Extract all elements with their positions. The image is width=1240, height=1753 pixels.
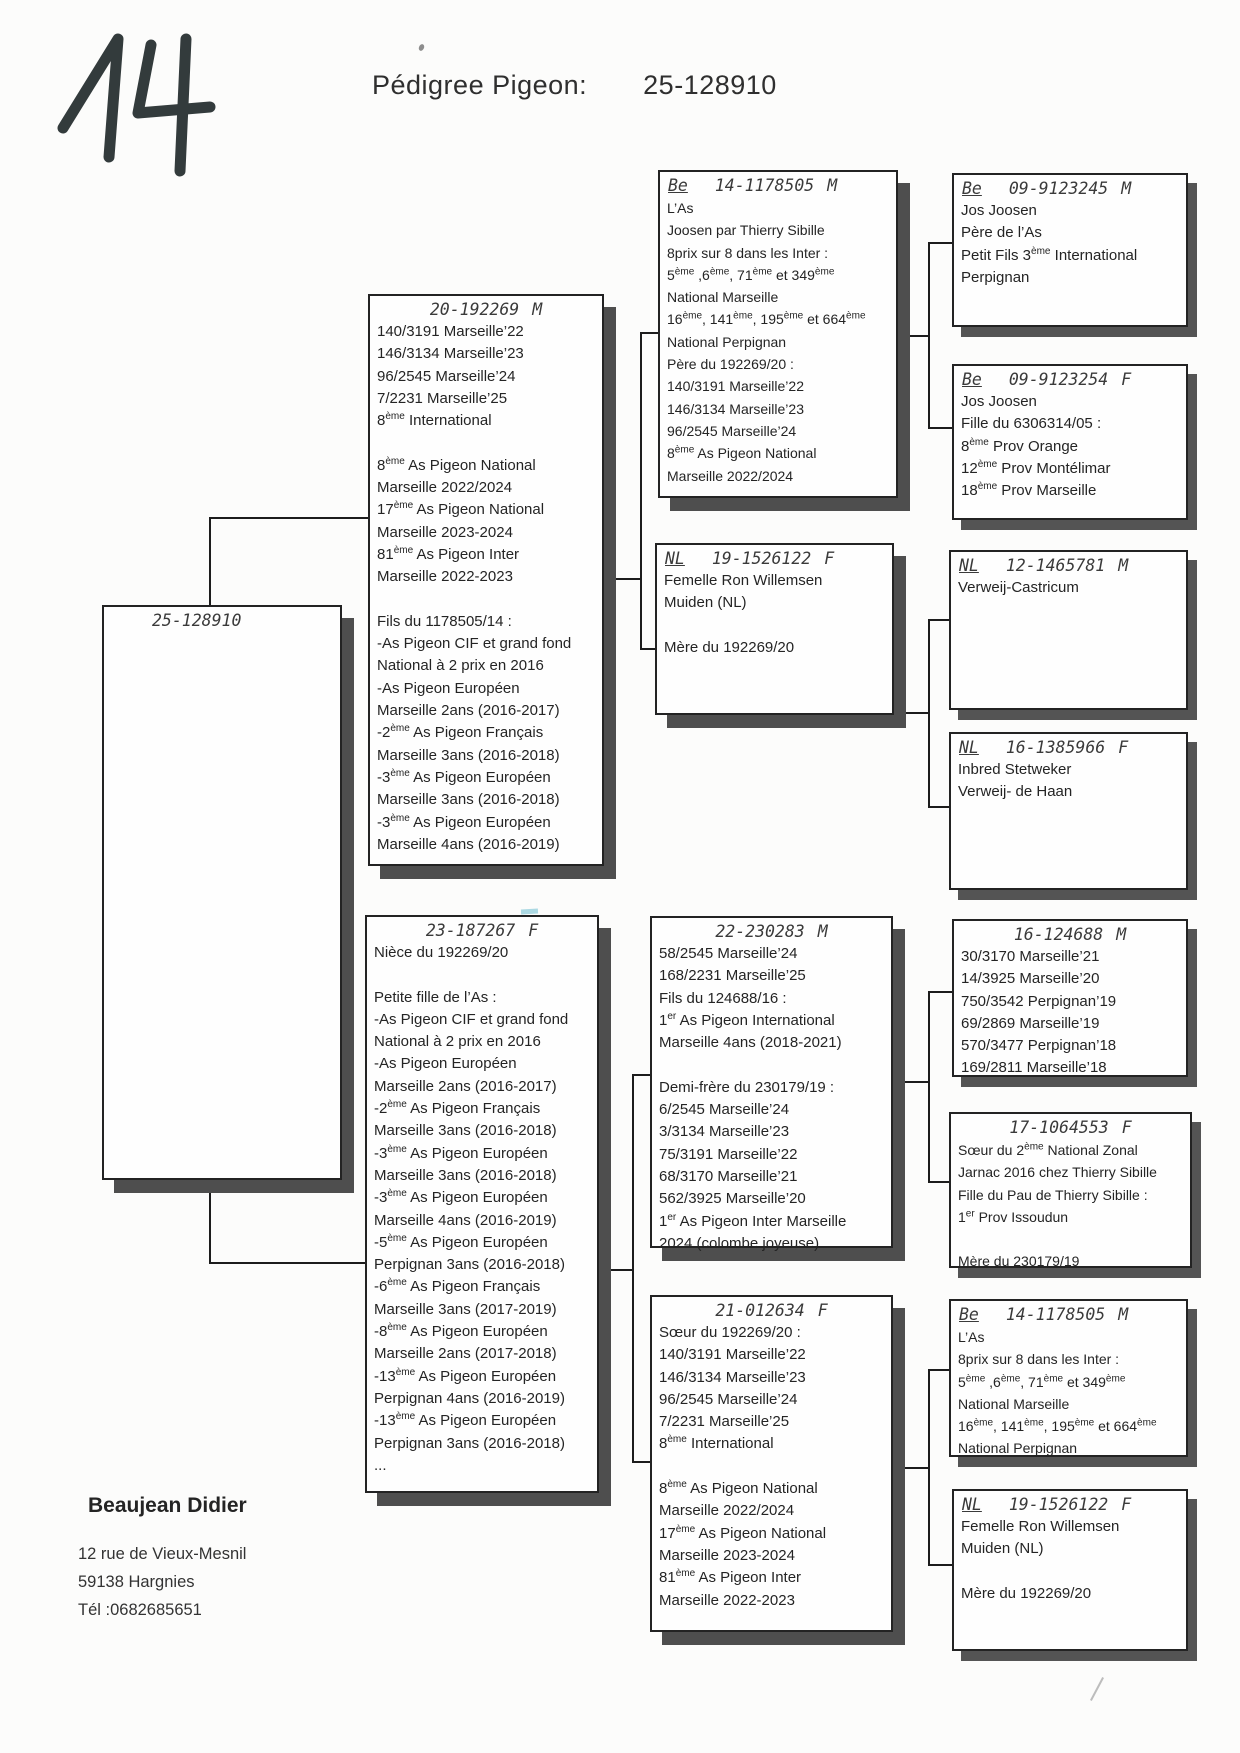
breeder-contact-block	[78, 1494, 247, 1620]
text-line	[664, 615, 885, 637]
box-text	[951, 758, 1186, 806]
box-text	[951, 1138, 1190, 1275]
text-line: Fils du 124688/16 :	[659, 989, 787, 1007]
text-line: 17ème As Pigeon National	[659, 1523, 827, 1542]
ring-header	[104, 607, 340, 631]
text-line: Marseille 3ans (2016-2018)	[377, 791, 560, 809]
text-line: 7/2231 Marseille’25	[659, 1413, 790, 1431]
text-line	[377, 432, 595, 454]
text-line: 8prix sur 8 dans les Inter :	[667, 244, 829, 261]
breeder-city: 59138 Hargnies	[78, 1573, 195, 1591]
text-line: -8ème As Pigeon Européen	[374, 1322, 548, 1341]
ring-header	[652, 918, 891, 942]
text-line: ...	[374, 1456, 387, 1474]
pedigree-box-mgf-mother	[949, 1112, 1192, 1268]
ring-number: 25-128910	[152, 611, 242, 630]
pedigree-box-pgm-father	[949, 550, 1188, 710]
text-line: -3ème As Pigeon Européen	[377, 812, 551, 831]
text-line	[958, 1228, 1183, 1250]
text-line: 140/3191 Marseille’22	[667, 378, 804, 395]
text-line: 18ème Prov Marseille	[961, 481, 1097, 500]
text-line: National Perpignan	[667, 333, 787, 350]
sex-letter: M	[532, 300, 543, 319]
text-line: Joosen par Thierry Sibille	[667, 222, 825, 239]
text-line: Mère du 192269/20	[664, 638, 795, 656]
sex-letter: M	[1116, 925, 1127, 944]
page-title	[372, 70, 777, 101]
text-line: National Marseille	[958, 1395, 1070, 1412]
box-text	[954, 199, 1186, 291]
text-line: 96/2545 Marseille’24	[377, 367, 516, 385]
text-line: 58/2545 Marseille’24	[659, 945, 798, 962]
text-line: Marseille 4ans (2018-2021)	[659, 1034, 842, 1052]
sex-letter: F	[1118, 738, 1129, 757]
text-line: National à 2 prix en 2016	[377, 657, 544, 675]
box-text	[660, 196, 896, 489]
text-line: Verweij- de Haan	[958, 783, 1073, 801]
pedigree-box-pgf-father	[952, 173, 1188, 327]
sex-letter: M	[817, 922, 828, 941]
text-line: Petite fille de l’As :	[374, 988, 497, 1006]
text-line: Femelle Ron Willemsen	[664, 572, 823, 589]
country-code: Be	[668, 176, 688, 195]
country-code: NL	[959, 738, 979, 757]
text-line: Demi-frère du 230179/19 :	[659, 1078, 835, 1096]
text-line: Père de l’As	[961, 224, 1042, 242]
pedigree-box-mgf-father	[952, 919, 1188, 1077]
pedigree-box-maternal-grandfather	[650, 916, 893, 1252]
text-line: Verweij-Castricum	[958, 579, 1079, 596]
text-line	[374, 964, 590, 986]
country-code: NL	[665, 549, 685, 568]
text-line: 8ème As Pigeon National	[377, 455, 536, 474]
box-text	[951, 576, 1186, 601]
pedigree-box-pgf-mother	[952, 364, 1188, 520]
breeder-name: Beaujean Didier	[88, 1494, 247, 1517]
country-code: NL	[959, 556, 979, 575]
ring-header	[652, 1297, 891, 1321]
text-line: -3ème As Pigeon Européen	[374, 1188, 548, 1207]
text-line: 16ème, 141ème, 195ème et 664ème	[667, 310, 866, 328]
text-line: Marseille 4ans (2016-2019)	[377, 835, 560, 853]
text-line: -As Pigeon CIF et grand fond	[377, 635, 572, 653]
text-line: Sœur du 2ème National Zonal	[958, 1141, 1138, 1158]
text-line: 7/2231 Marseille’25	[377, 389, 508, 407]
box-text	[652, 942, 891, 1257]
text-line: Muiden (NL)	[664, 594, 747, 612]
text-line: National Perpignan	[958, 1440, 1078, 1457]
pedigree-box-paternal-grandfather	[658, 170, 898, 498]
text-line: 6/2545 Marseille’24	[659, 1101, 790, 1119]
text-line: 169/2811 Marseille’18	[961, 1059, 1107, 1077]
pedigree-box-mother	[365, 915, 599, 1493]
text-line: 1er Prov Issoudun	[958, 1208, 1069, 1225]
pedigree-box-paternal-grandmother	[655, 543, 894, 715]
text-line: Marseille 2022-2023	[659, 1591, 795, 1609]
text-line: Femelle Ron Willemsen	[961, 1518, 1120, 1535]
text-line: Perpignan 3ans (2016-2018)	[374, 1256, 565, 1274]
text-line: 81ème As Pigeon Inter	[377, 544, 520, 563]
ring-number: 16-1385966	[1005, 738, 1106, 757]
ring-header	[660, 172, 896, 196]
text-line: -6ème As Pigeon Français	[374, 1277, 541, 1296]
box-text	[954, 1515, 1186, 1607]
country-code: Be	[959, 1305, 979, 1324]
box-text	[104, 631, 340, 634]
text-line: Fils du 1178505/14 :	[377, 612, 512, 630]
text-line: -As Pigeon Européen	[374, 1055, 517, 1073]
text-line: Marseille 3ans (2016-2018)	[374, 1122, 557, 1140]
text-line: Marseille 2ans (2016-2017)	[377, 702, 560, 720]
text-line: Fille du Pau de Thierry Sibille :	[958, 1186, 1148, 1203]
ring-number: 21-012634	[715, 1301, 805, 1320]
text-line: Muiden (NL)	[961, 1540, 1044, 1558]
scan-artifact-cyan-mark	[521, 909, 538, 915]
pedigree-box-pgm-mother	[949, 732, 1188, 890]
text-line: 750/3542 Perpignan’19	[961, 992, 1117, 1010]
text-line: 8ème Prov Orange	[961, 436, 1079, 455]
text-line: 96/2545 Marseille’24	[659, 1390, 798, 1408]
breeder-phone: Tél :0682685651	[78, 1601, 202, 1619]
ring-header	[951, 1301, 1186, 1325]
text-line: 168/2231 Marseille’25	[659, 967, 806, 985]
text-line: 8ème As Pigeon National	[659, 1479, 818, 1498]
ring-header	[954, 366, 1186, 390]
text-line: 68/3170 Marseille’21	[659, 1167, 798, 1185]
box-text	[652, 1321, 891, 1614]
text-line: -13ème As Pigeon Européen	[374, 1366, 557, 1385]
text-line: Jos Joosen	[961, 393, 1037, 410]
text-line: National à 2 prix en 2016	[374, 1033, 541, 1051]
sex-letter: F	[1121, 1118, 1132, 1137]
box-text	[954, 945, 1186, 1082]
text-line	[377, 589, 595, 611]
text-line: Marseille 2ans (2016-2017)	[374, 1077, 557, 1095]
ring-number: 09-9123254	[1008, 370, 1109, 389]
box-text	[951, 1325, 1186, 1462]
pedigree-box-maternal-grandmother	[650, 1295, 893, 1632]
text-line: Sœur du 192269/20 :	[659, 1324, 801, 1341]
pedigree-box-mgm-father	[949, 1299, 1188, 1457]
text-line: National Marseille	[667, 289, 779, 306]
text-line: Marseille 2022-2023	[377, 568, 513, 586]
text-line: Mère du 192269/20	[961, 1584, 1092, 1602]
sex-letter: M	[1121, 179, 1132, 198]
text-line: 75/3191 Marseille’22	[659, 1145, 798, 1163]
text-line: Marseille 3ans (2016-2018)	[374, 1166, 557, 1184]
text-line: Marseille 3ans (2016-2018)	[377, 746, 560, 764]
ring-header	[951, 734, 1186, 758]
box-text	[370, 320, 602, 858]
ring-header	[951, 1114, 1190, 1138]
sex-letter: F	[528, 921, 539, 940]
text-line	[961, 1561, 1179, 1583]
text-line: Marseille 4ans (2016-2019)	[374, 1211, 557, 1229]
text-line: 12ème Prov Montélimar	[961, 458, 1111, 477]
sex-letter: F	[1121, 370, 1132, 389]
text-line: Marseille 2022/2024	[377, 479, 513, 497]
sex-letter: M	[1118, 1305, 1129, 1324]
ring-header	[954, 175, 1186, 199]
text-line: 562/3925 Marseille’20	[659, 1190, 806, 1208]
text-line: Perpignan 3ans (2016-2018)	[374, 1434, 565, 1452]
text-line: 146/3134 Marseille’23	[377, 345, 524, 363]
ring-number: 14-1178505	[1005, 1305, 1106, 1324]
breeder-street: 12 rue de Vieux-Mesnil	[78, 1545, 247, 1563]
ring-number: 12-1465781	[1005, 556, 1106, 575]
text-line: Jarnac 2016 chez Thierry Sibille	[958, 1164, 1157, 1181]
ring-header	[954, 1491, 1186, 1515]
text-line: 69/2869 Marseille’19	[961, 1014, 1100, 1032]
ring-number: 20-192269	[429, 300, 520, 319]
text-line: 8ème International	[659, 1434, 774, 1453]
text-line: Perpignan 4ans (2016-2019)	[374, 1389, 565, 1407]
ring-number: 19-1526122	[1008, 1495, 1109, 1514]
text-line: Mère du 230179/19	[958, 1253, 1080, 1270]
text-line: 146/3134 Marseille’23	[659, 1368, 806, 1386]
pedigree-box-mgm-mother	[952, 1489, 1188, 1651]
ring-number: 14-1178505	[714, 176, 815, 195]
box-text	[657, 569, 892, 661]
text-line: -As Pigeon CIF et grand fond	[374, 1010, 569, 1028]
ring-number: 09-9123245	[1008, 179, 1109, 198]
text-line: Marseille 3ans (2017-2019)	[374, 1300, 557, 1318]
text-line: L’As	[958, 1329, 985, 1345]
handwritten-number-strokes	[45, 25, 275, 200]
title-label: Pédigree Pigeon:	[372, 70, 588, 100]
text-line: -5ème As Pigeon Européen	[374, 1232, 548, 1251]
ring-number: 22-230283	[715, 922, 805, 941]
title-ring-number: 25-128910	[643, 70, 777, 100]
text-line: -3ème As Pigeon Européen	[377, 767, 551, 786]
text-line: Jos Joosen	[961, 202, 1037, 219]
text-line: Marseille 2022/2024	[667, 467, 794, 484]
pedigree-box-father	[368, 294, 604, 866]
sex-letter: F	[1121, 1495, 1132, 1514]
text-line: Marseille 2023-2024	[377, 523, 513, 541]
text-line: -As Pigeon Européen	[377, 679, 520, 697]
text-line: 2024 (colombe joyeuse)	[659, 1234, 820, 1252]
text-line: -2ème As Pigeon Français	[377, 723, 544, 742]
text-line: 140/3191 Marseille’22	[377, 323, 524, 340]
text-line: 17ème As Pigeon National	[377, 500, 545, 519]
text-line: 146/3134 Marseille’23	[667, 400, 804, 417]
text-line	[659, 1054, 884, 1076]
ring-header	[954, 921, 1186, 945]
text-line: -13ème As Pigeon Européen	[374, 1411, 557, 1430]
text-line: -3ème As Pigeon Européen	[374, 1143, 548, 1162]
text-line: 81ème As Pigeon Inter	[659, 1568, 802, 1587]
text-line: L’As	[667, 200, 694, 216]
box-text	[954, 390, 1186, 504]
ring-number: 17-1064553	[1009, 1118, 1109, 1137]
ring-header	[367, 917, 597, 941]
sex-letter: M	[1118, 556, 1129, 575]
text-line: Nièce du 192269/20	[374, 944, 509, 961]
text-line: 14/3925 Marseille’20	[961, 970, 1100, 988]
text-line: Inbred Stetweker	[958, 761, 1072, 778]
country-code: Be	[962, 179, 982, 198]
text-line: Marseille 2022/2024	[659, 1502, 795, 1520]
text-line: Père du 192269/20 :	[667, 356, 794, 373]
text-line: Marseille 2023-2024	[659, 1546, 795, 1564]
country-code: Be	[962, 370, 982, 389]
text-line: Petit Fils 3ème International	[961, 245, 1138, 264]
text-line: Perpignan	[961, 268, 1030, 286]
text-line: 8ème International	[377, 411, 492, 430]
text-line: -2ème As Pigeon Français	[374, 1099, 541, 1118]
sex-letter: F	[824, 549, 835, 568]
text-line: Marseille 2ans (2017-2018)	[374, 1345, 557, 1363]
ring-header	[657, 545, 892, 569]
text-line: 140/3191 Marseille’22	[659, 1346, 806, 1364]
text-line: 570/3477 Perpignan’18	[961, 1037, 1117, 1055]
ring-header	[951, 552, 1186, 576]
country-code: NL	[962, 1495, 982, 1514]
sex-letter: F	[817, 1301, 828, 1320]
text-line: 96/2545 Marseille’24	[667, 422, 797, 439]
text-line: 1er As Pigeon Inter Marseille	[659, 1211, 847, 1230]
text-line: 16ème, 141ème, 195ème et 664ème	[958, 1417, 1157, 1435]
text-line: 1er As Pigeon International	[659, 1010, 835, 1029]
text-line: 3/3134 Marseille’23	[659, 1123, 790, 1141]
text-line: 5ème ,6ème, 71ème et 349ème	[667, 266, 835, 283]
ring-header	[370, 296, 602, 320]
ring-number: 19-1526122	[711, 549, 812, 568]
ring-number: 16-124688	[1013, 925, 1104, 944]
ring-number: 23-187267	[425, 921, 516, 940]
text-line: 30/3170 Marseille’21	[961, 948, 1100, 965]
text-line: Fille du 6306314/05 :	[961, 415, 1102, 433]
text-line: 8ème As Pigeon National	[667, 444, 817, 462]
text-line	[659, 1456, 884, 1478]
sex-letter: M	[827, 176, 838, 195]
text-line: 5ème ,6ème, 71ème et 349ème	[958, 1372, 1126, 1390]
pedigree-box-subject	[102, 605, 342, 1180]
text-line: 8prix sur 8 dans les Inter :	[958, 1351, 1120, 1368]
box-text	[367, 941, 597, 1479]
